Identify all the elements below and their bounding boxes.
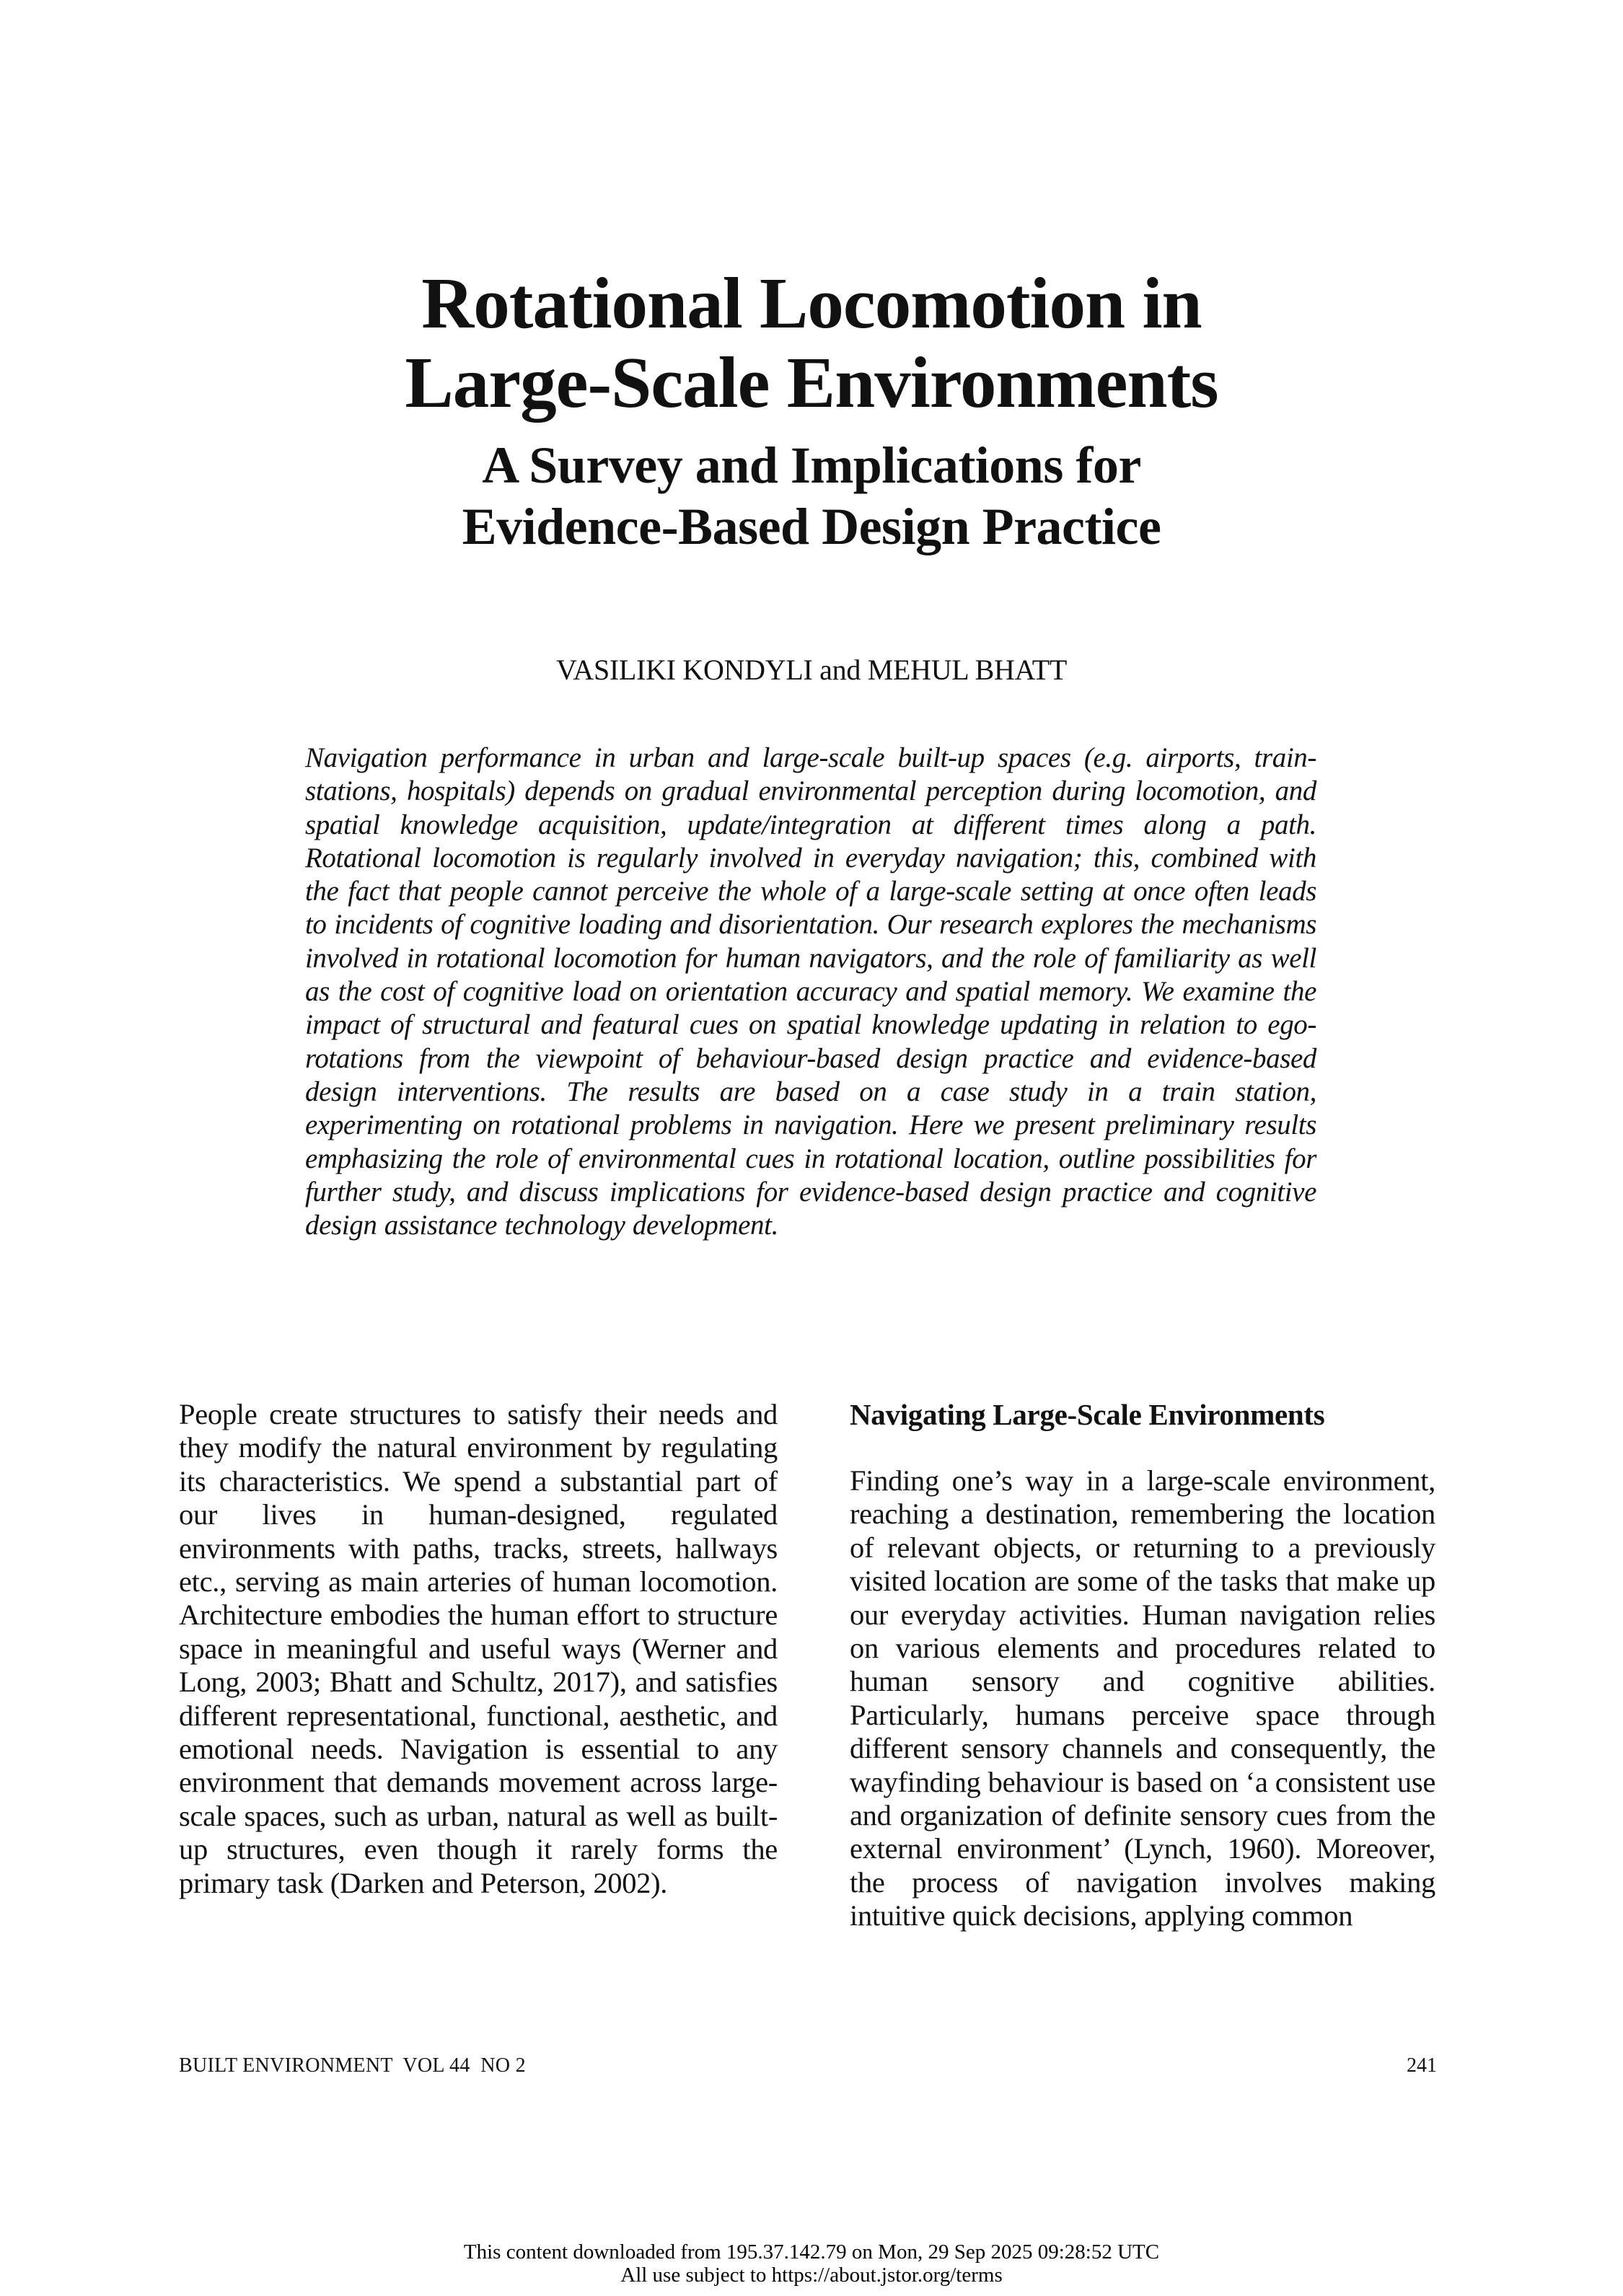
title-line-2: Large-Scale Environments xyxy=(405,342,1218,423)
body-column-right xyxy=(850,1398,1435,1933)
title-line-1: Rotational Locomotion in xyxy=(421,263,1202,343)
subtitle-line-2: Evidence-Based Design Practice xyxy=(462,498,1161,555)
title-block xyxy=(0,263,1623,558)
section-heading: Navigating Large-Scale Environments xyxy=(850,1398,1325,1431)
authors-byline: VASILIKI KONDYLI and MEHUL BHATT xyxy=(555,654,1068,686)
abstract: Navigation performance in urban and large-scale built-up spaces (e.g. airports, train-stations, hospitals) depends on gradual environmental perception during locomotion, and spatial knowledge acquisition, update/integration at different times along a path. Rotational locomotion is regularly involved in everyday navigation; this, combined with the fact that people cannot perceive the whole of a large-scale setting at once often leads to incidents of cognitive loading and disorientation. Our research explores the mechanisms involved in rotational locomotion for human navigators, and the role of familiarity as well as the cost of cognitive load on orientation accuracy and spatial memory. We examine the impact of structural and featural cues on spatial knowledge updating in relation to ego-rotations from the viewpoint of behaviour-based design practice and evidence-based design interventions. The results are based on a case study in a train station, experimenting on rotational problems in navigation. Here we present preliminary results emphasizing the role of environmental cues in rotational location, outline possibilities for further study, and discuss implications for evidence-based design practice and cognitive design assistance technology development. xyxy=(305,742,1316,1241)
download-notice xyxy=(0,2240,1623,2287)
intro-paragraph: People create structures to satisfy their needs and they modify the natural environment by regulating its characteristics. We spend a substantial part of our lives in human-designed, regulated environments with paths, tracks, streets, hallways etc., serving as main arteries of human locomotion. Architecture embodies the human effort to structure space in meaningful and useful ways (Werner and Long, 2003; Bhatt and Schultz, 2017), and satisfies different representational, functional, aesthetic, and emotional needs. Navigation is essential to any environment that demands movement across large-scale spaces, such as urban, natural as well as built-up structures, even though it rarely forms the primary task (Darken and Peterson, 2002). xyxy=(179,1398,778,1899)
footer-journal-info xyxy=(179,2054,526,2077)
journal-volume-label: BUILT ENVIRONMENT VOL 44 NO 2 xyxy=(179,2054,526,2077)
terms-link[interactable]: All use subject to https://about.jstor.org/terms xyxy=(620,2264,1003,2287)
article-subtitle xyxy=(0,435,1623,558)
download-notice-line-1: This content downloaded from 195.37.142.79 on Mon, 29 Sep 2025 09:28:52 UTC xyxy=(463,2240,1160,2264)
subtitle-line-1: A Survey and Implications for xyxy=(482,436,1141,494)
page-number: 241 xyxy=(1407,2054,1437,2077)
article-title xyxy=(0,263,1623,422)
body-column-left xyxy=(179,1398,778,1900)
section-paragraph: Finding one’s way in a large-scale environment, reaching a destination, remembering the location of relevant objects, or returning to a previously visited location are some of the tasks that make up our everyday activities. Human navigation relies on various elements and procedures related to human sensory and cognitive abilities. Particularly, humans perceive space through different sensory channels and consequently, the wayfinding behaviour is based on ‘a consistent use and organization of definite sensory cues from the external environment’ (Lynch, 1960). Moreover, the process of navigation involves making intuitive quick decisions, applying common xyxy=(850,1464,1435,1932)
